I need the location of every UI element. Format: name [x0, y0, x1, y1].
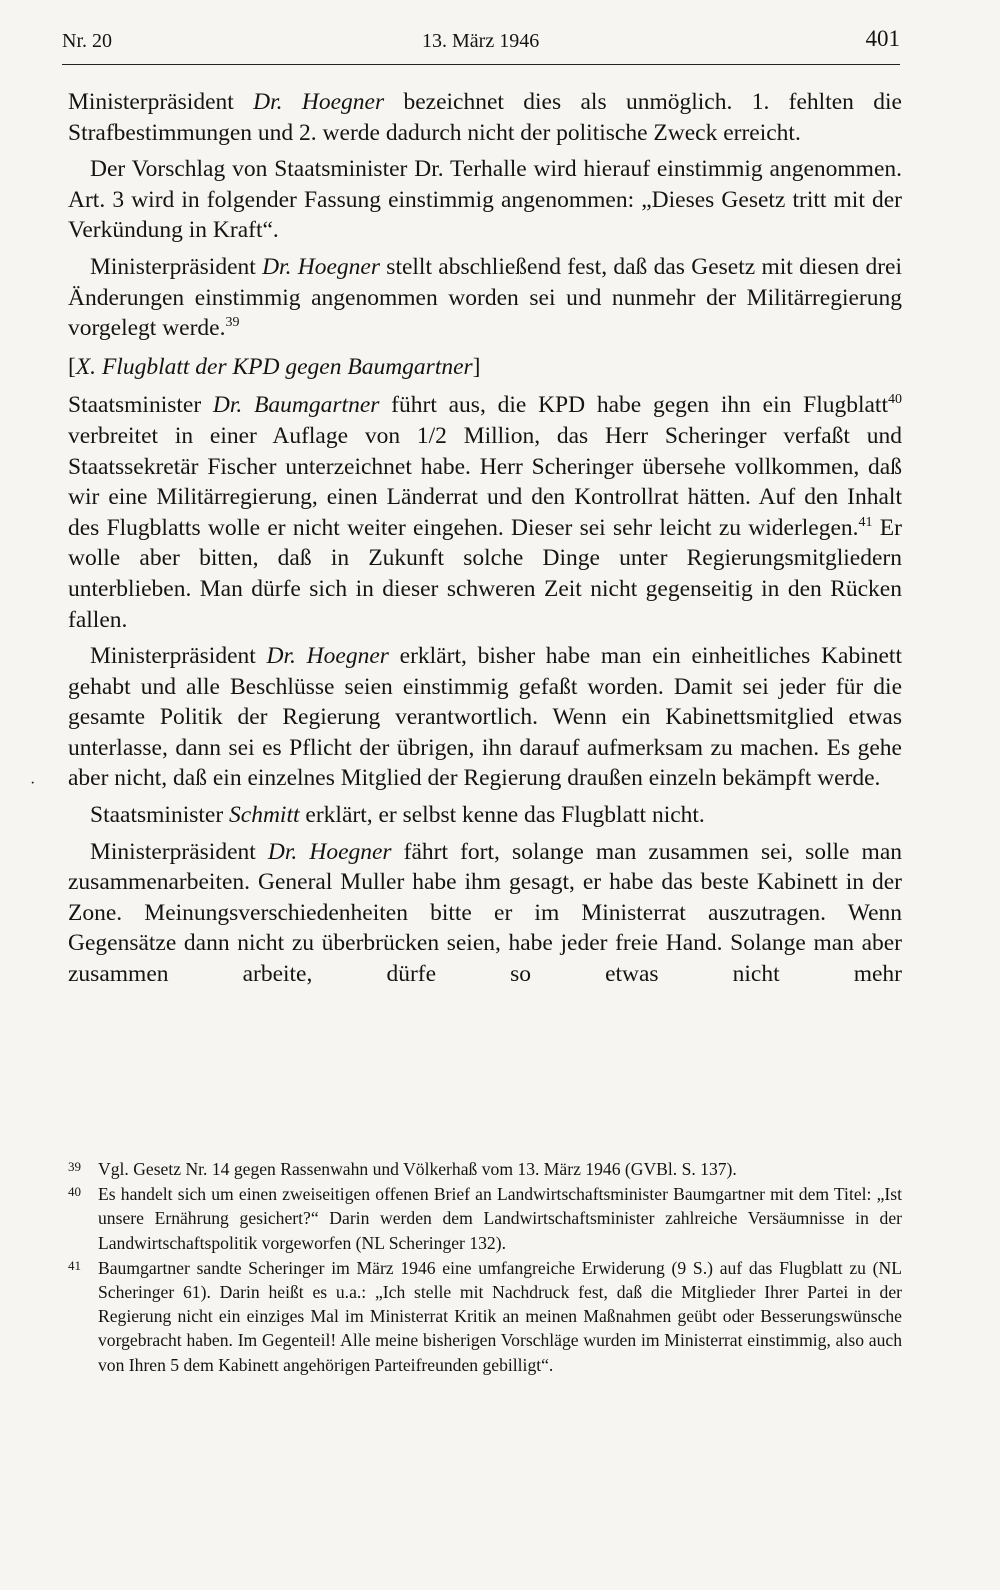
footnote-number: 39: [68, 1159, 81, 1174]
footnote-number: 41: [68, 1257, 81, 1273]
main-text: [68, 87, 902, 996]
paragraph: Staatsminister Schmitt erklärt, er selbst kenne das Flugblatt nicht.: [90, 802, 705, 829]
speaker-name: Dr. Baumgartner: [212, 392, 380, 419]
margin-mark: ·: [30, 775, 36, 792]
footnote-ref[interactable]: 39: [225, 315, 240, 331]
speaker-name: Schmitt: [229, 802, 300, 829]
issue-number: Nr. 20: [62, 30, 112, 52]
speaker-name: Dr. Hoegner: [266, 643, 389, 670]
paragraph: Ministerpräsident Dr. Hoegner bezeichnet dies als unmöglich. 1. fehlten die Strafbestimmungen und 2. werde dadurch nicht der politische Zweck erreicht.: [68, 89, 902, 146]
speaker-name: Dr. Hoegner: [253, 89, 385, 115]
paragraph: Staatsminister Dr. Baumgartner führt aus, die KPD habe gegen ihn ein Flugblatt$^{40}$ verbreitet in einer Auflage von 1/2 Million, das Herr Scheringer verfaßt und Staatssekretär Fischer unterzeichnet habe. Herr Scheringer übersehe vollkommen, daß wir eine Militärregierung, einen Länderrat und den Kontrollrat hätten. Auf den Inhalt des Flugblatts wolle er nicht weiter eingehen. Dieser sei sehr leicht zu widerlegen.$^{41}$ Er wolle aber bitten, daß in Zukunft solche Dinge unter Regierungsmitgliedern unterblieben. Man dürfe sich in dieser schweren Zeit nicht gegenseitig in den Rücken fallen.: [68, 392, 902, 633]
header-date: 13. März 1946: [422, 30, 540, 52]
paragraph: Ministerpräsident Dr. Hoegner stellt abschließend fest, daß das Gesetz mit diesen drei Änderungen einstimmig angenommen worden sei und nunmehr der Militärregierung vorgelegt werde.$^{39}$: [68, 253, 902, 342]
paragraph: Ministerpräsident Dr. Hoegner erklärt, bisher habe man ein einheitliches Kabinett gehabt und alle Beschlüsse seien einstimmig gefaßt worden. Damit sei jeder für die gesamte Politik der Regierung verantwortlich. Wenn ein Kabinettsmitglied etwas unterlasse, dann sei es Pflicht der übrigen, ihn darauf aufmerksam zu machen. Es gehe aber nicht, daß ein einzelnes Mitglied der Regierung draußen einzeln bekämpft werde.: [68, 643, 902, 792]
footnotes: [68, 1157, 902, 1378]
footnote-ref[interactable]: 40: [888, 392, 902, 408]
speaker-name: Dr. Hoegner: [262, 253, 380, 280]
footnote-ref[interactable]: 41: [858, 514, 873, 530]
footnote: [68, 1182, 902, 1255]
speaker-name: Dr. Hoegner: [267, 838, 392, 865]
paragraph: Der Vorschlag von Staatsminister Dr. Terhalle wird hierauf einstimmig angenommen. Art. 3 wird in folgender Fassung einstimmig angenommen: „Dieses Gesetz tritt mit der Verkündung in Kraft“.: [68, 156, 902, 244]
footnote: [68, 1157, 902, 1181]
paragraph: Ministerpräsident Dr. Hoegner fährt fort, solange man zusammen sei, solle man zusammenarbeiten. General Muller habe ihm gesagt, er habe das beste Kabinett in der Zone. Meinungsverschiedenheiten bitte er im Ministerrat auszutragen. Wenn Gegensätze dann nicht zu überbrücken seien, habe jeder freie Hand. Solange man aber zusammen arbeite, dürfe so etwas nicht mehr: [68, 838, 902, 988]
footnote: [68, 1256, 902, 1377]
footnote-text: Vgl. Gesetz Nr. 14 gegen Rassenwahn und Völkerhaß vom 13. März 1946 (GVBl. S. 137).: [98, 1159, 737, 1179]
footnote-number: 40: [68, 1184, 81, 1200]
page-number: 401: [865, 26, 900, 51]
footnote-text: Baumgartner sandte Scheringer im März 1946 eine umfangreiche Erwiderung (9 S.) auf das Flugblatt zu (NL Scheringer 61). Darin heißt es u.a.: „Ich stelle mit Nachdruck fest, daß die Mitglieder Ihrer Partei in der Regierung nicht ein einziges Mal im Ministerrat Kritik an meinen Maßnahmen geübt oder Besserungswünsche vorgebracht haben. Im Gegenteil! Alle meine bisherigen Vorschläge wurden im Ministerrat einstimmig, also auch von Ihren 5 dem Kabinett angehörigen Parteifreunden gebilligt“.: [98, 1257, 902, 1375]
section-heading: [X. Flugblatt der KPD gegen Baumgartner]: [68, 353, 481, 380]
footnote-text: Es handelt sich um einen zweiseitigen offenen Brief an Landwirtschaftsminister Baumgartner mit dem Titel: „Ist unsere Ernährung gesichert?“ Darin werden dem Landwirtschaftsminister zahlreiche Versäumnisse in der Landwirtschaftspolitik vorgeworfen (NL Scheringer 132).: [98, 1184, 902, 1253]
page-header: [62, 26, 900, 65]
